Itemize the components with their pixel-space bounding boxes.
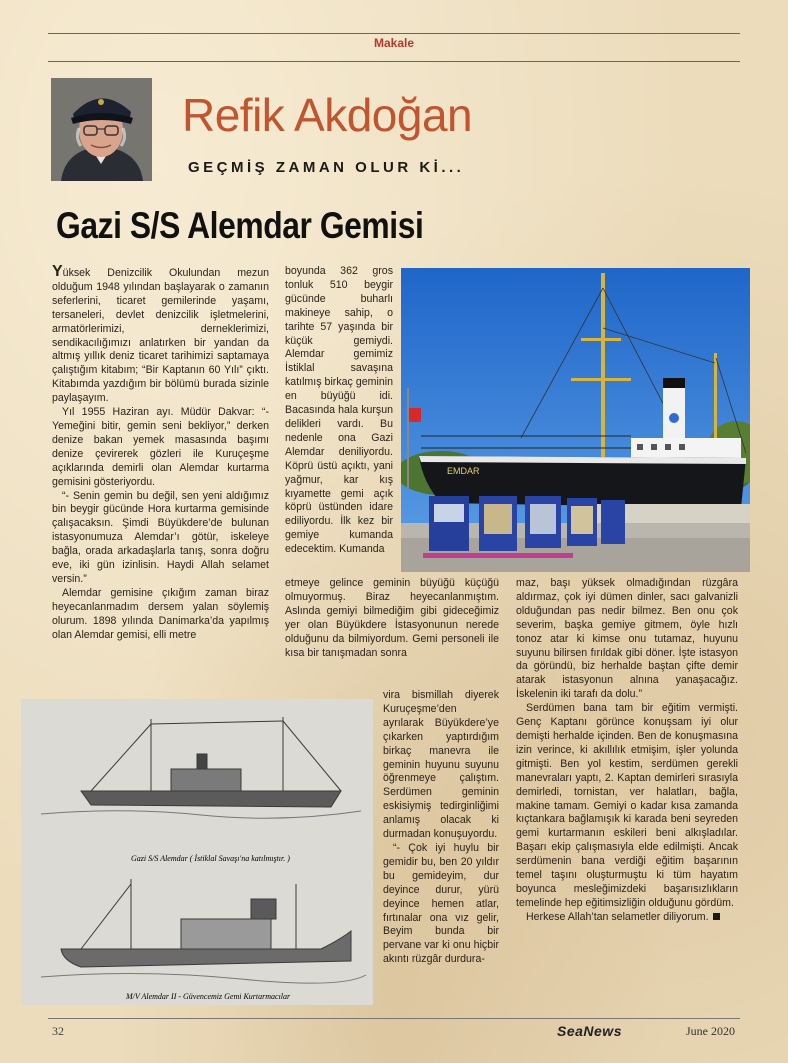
article-column-2-upper	[285, 265, 393, 557]
paragraph-6: vira bismillah diyerek Kuruçeşme’den ayrılarak Büyükdere’ye çıkarken yaptırdığım birkaç manevra ile geminin huyunu suyunu öğrenmeye çalıştım. Serdümen geminin eskisiymiş tedirginliğimi anlamış olacak ki durmadan konuşuyordu.	[383, 689, 499, 841]
paragraph-5: boyunda 362 gros tonluk 510 beygir gücünde buharlı makineye sahip, o tarihte 57 yaşında bir küçük gemiydi. Alemdar gemimiz İstiklal savaşına katılmış birkaç geminin en büyüğü idi. Bacasında hala kurşun delikleri vardı. Bu nedenle ona Gazi Alemdar deniliyordu. Köprü üstü açıktı, yani yağmur, kar kış kıyamette gemi açık köprü üstünden idare ediliyordu. İlk kez bir gemiye kumanda edecektim. Kumanda	[285, 265, 393, 556]
drop-cap: Y	[52, 263, 63, 280]
ship-photo	[401, 268, 750, 572]
caption-top-photo: Gazi S/S Alemdar ( İstiklal Savaşı'na katılmıştır. )	[131, 854, 290, 863]
column-series-title: GEÇMİŞ ZAMAN OLUR Kİ...	[188, 159, 465, 176]
paragraph-1-text: üksek Denizcilik Okulundan mezun olduğum 1948 yılından başlayarak o zamanın seferlerini, ticaret gemilerinde yaşamı, tersaneleri, devlet denizcilik işletmelerini, armatörlerimizi, derneklerimizi, sendikacılığımızı anlatırken bir yandan da altmış yıllık deniz ticaret tarihimizi saptamaya çalıştığım kitabım; “Bir Kaptanın 60 Yılı” çıktı. Kitabımda yazdığım bir bölümü burada sizinle paylaşayım.	[52, 267, 269, 405]
paragraph-1	[52, 265, 269, 406]
section-label: Makale	[373, 36, 415, 50]
page-number: 32	[52, 1024, 64, 1038]
historical-ships-photo	[21, 699, 373, 1005]
author-portrait	[51, 78, 152, 181]
paragraph-5-continued: etmeye gelince geminin büyüğü küçüğü olmuyormuş. Biraz heyecanlanmıştım. Aslında gemiyi bilmediğim gibi gideceğimiz yer olan Büyükdere İstasyonunun nerede olduğunu da bilmiyordum. Gemi personeli ile kısa bir tanışmadan sonra	[285, 577, 499, 659]
header-rule-top	[48, 33, 740, 34]
paragraph-2: Yıl 1955 Haziran ayı. Müdür Dakvar: “- Yemeğini bitir, gemin seni bekliyor,” derken denize bakan yemek masasında başımı denize çevirerek gözleri ile Kuruçeşme açıklarında demirli olan Alemdar kurtarma gemisini gösteriyordu.	[52, 406, 269, 488]
closing-line: Herkese Allah’tan selametler diliyorum.	[526, 910, 709, 923]
issue-date: June 2020	[686, 1024, 735, 1038]
article-column-2-middle	[285, 577, 499, 660]
end-mark-icon	[713, 913, 720, 920]
paragraph-7: “- Çok iyi huylu bir gemidir bu, ben 20 yıldır bu gemideyim, dur deyince durur, yürü deyince hemen atlar, fırtınalar ona vız gelir, Beyim bunda bir pervane var ki onu hiçbir akıntı rüzgâr durdura-	[383, 841, 499, 966]
paragraph-9: Serdümen bana tam bir eğitim vermişti. Genç Kaptanı görünce konuşsam iyi olur demişti herhalde içinden. Ben de konuşmasına izin verince, ki akıllılık etmişim, işler yolunda gitmişti. Ben yol kestim, serdümen gerekli manevraları yaptı, 2. Kaptan demirleri sırasıyla demirledi, tornistan, ver halatları, bağla, makine tamam. Gemiyi o kadar kısa zamanda kıçtankara bağlamışık ki karada beni seyreden gemi kurtarmanın eskileri beni alkışladılar. Başarı ekip çalışmasıyla elde edilmişti. Ancak serdümenin bana verdiği eğitim başarının temel taşını oluşturmuştu ki tüm hayatım boyunca mesleğimizdeki başarısızlıkların temelinde hep eğitimsizliğin olduğunu gördüm.	[516, 702, 738, 909]
article-column-2-lower	[383, 689, 499, 967]
article-column-3	[516, 577, 738, 925]
footer-rule	[48, 1018, 740, 1019]
article-column-1	[52, 265, 269, 642]
caption-bottom-photo: M/V Alemdar II - Güvencemiz Gemi Kurtarmacılar	[126, 992, 291, 1001]
paragraph-4: Alemdar gemisine çıkığım zaman biraz heyecanlanmadım dersem yalan söylemiş olurum. 1898 yılında Danimarka’da yapılmış olan Alemdar gemisi, elli metre	[52, 586, 269, 641]
article-title: Gazi S/S Alemdar Gemisi	[56, 205, 424, 246]
header-rule-bottom	[48, 61, 740, 62]
hull-name-text: EMDAR	[447, 466, 480, 476]
paragraph-3: “- Senin gemin bu değil, sen yeni aldığımız bin beygir gücünde Hora kurtarma gemisinde çalışacaksın. Şimdi Büyükdere’de bulunan istasyonumuza Alemdar’ı götür, iskeleye bağla, orada arkadaşlarla tanış, sonra doğru eve, iki gün izinlisin. Haydi Allah selamet versin.”	[52, 489, 269, 585]
magazine-name: SeaNews	[557, 1023, 622, 1039]
paragraph-10	[516, 911, 738, 925]
paragraph-8: maz, başı yüksek olmadığından rüzgâra aldırmaz, çok iyi dümen dinler, sacı galvanizli olduğundan pas nedir bilmez. Ben onu çok severim, başka gemiye gitmem, öyle hızlı tonoz atar ki kimse onu tutamaz, huyunu suyunu bilirsen fırıldak gibi döner. İşte istasyon da göründü, biz herhalde baştan çifte demir atarak istasyonun alnına yanaşacağız. İskelenin iki tarafı da dolu.”	[516, 577, 738, 701]
author-name: Refik Akdoğan	[182, 89, 473, 141]
